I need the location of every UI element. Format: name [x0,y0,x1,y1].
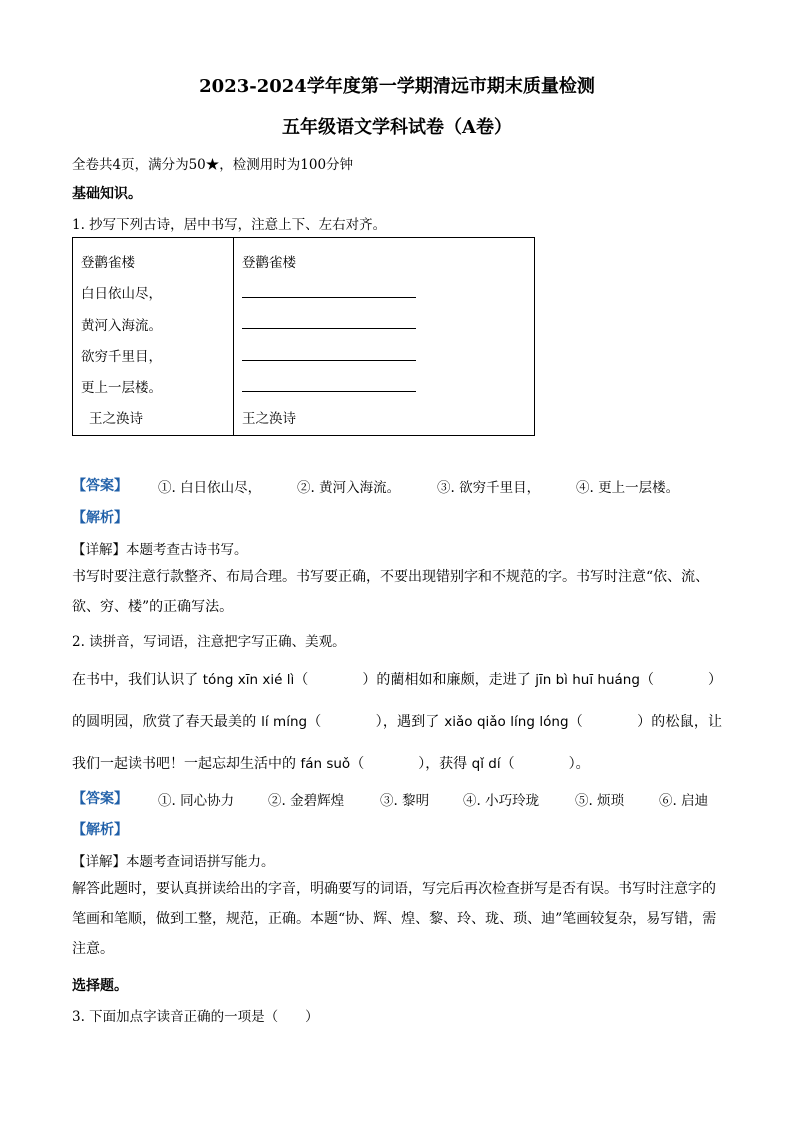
exam-subtitle: 五年级语文学科试卷（A卷） [282,117,512,138]
answer-tag-2: 【答案】 [72,791,128,807]
passage-text: ，遇到了 [382,714,440,730]
question-3-prompt: 3. 下面加点字读音正确的一项是（ ） [72,1009,319,1025]
answer-2-1: ①. 同心协力 [158,793,235,809]
question-2-passage: 在书中，我们认识了 tóng xīn xié lì（ ）的藺相如和廉颇，走进了 jīn bì huī huáng（ ）的圆明园，欣赏了春天最美的 lí míng（ ），遇到了 xiǎo qiǎo líng lóng（ ）的松鼠，让我们一起读书吧！一起忘却生活中的 fán suǒ（ ），获得 qǐ dí（ ）。 [72,672,723,772]
answer-1-3: ③. 欲穷千里目， [437,480,541,496]
pinyin-5: fán suǒ [300,756,351,772]
passage-text: ，获得 [425,756,468,772]
pinyin-1: tóng xīn xié lì [202,672,295,688]
passage-text: 。 [575,756,590,772]
poem-line-4: 更上一层楼。 [81,380,162,396]
section-heading-choice: 选择题。 [72,978,128,994]
poem-copy-cell [234,238,535,436]
detail-2: 【详解】本题考查词语拼写能力。 [72,854,275,870]
pinyin-2: jīn bì huī huáng [535,672,640,688]
answer-2-2: ②. 金碧辉煌 [268,793,345,809]
copy-line-1[interactable] [242,297,416,298]
answer-1-2: ②. 黄河入海流。 [297,480,401,496]
answer-2-3: ③. 黎明 [380,793,430,809]
pinyin-6: qǐ dí [471,756,501,772]
poem-title: 登鹳雀楼 [81,255,135,271]
poem-line-3: 欲穷千里目， [81,349,162,365]
answer-1-1: ①. 白日依山尽， [158,480,262,496]
detail-1: 【详解】本题考查古诗书写。 [72,542,248,558]
poem-author: 王之涣诗 [89,411,143,427]
exam-title: 2023-2024学年度第一学期清远市期末质量检测 [199,76,595,97]
question-1-prompt: 1. 抄写下列古诗，居中书写，注意上下、左右对齐。 [72,217,387,233]
passage-text: 的松鼠，让我们一起读书吧！一起忘却生活中的 [72,714,723,772]
passage-text: 在书中，我们认识了 [72,672,199,688]
passage-text: 的藺相如和廉颇，走进了 [376,672,531,688]
analysis-tag-2: 【解析】 [72,822,128,838]
answer-2-4: ④. 小巧玲珑 [463,793,540,809]
answer-2-6: ⑥. 启迪 [659,793,709,809]
passage-text: 的圆明园，欣赏了春天最美的 [72,714,257,730]
section-heading-basics: 基础知识。 [72,186,142,202]
pinyin-3: lí míng [261,714,308,730]
explanation-1: 书写时要注意行款整齐、布局合理。书写要正确，不要出现错别字和不规范的字。书写时注意“依、流、欲、穷、楼”的正确写法。 [72,569,710,615]
poem-copy-table [72,237,535,436]
poem-line-2: 黄河入海流。 [81,318,162,334]
poem-line-1: 白日依山尽， [81,286,162,302]
copy-line-3[interactable] [242,360,416,361]
answer-2-5: ⑤. 烦琐 [575,793,625,809]
copy-line-4[interactable] [242,391,416,392]
pinyin-4: xiǎo qiǎo líng lóng [444,714,569,730]
poem-copy-author: 王之涣诗 [242,411,296,427]
explanation-2: 解答此题时，要认真拼读给出的字音，明确要写的词语，写完后再次检查拼写是否有误。书写时注意字的笔画和笔顺，做到工整，规范，正确。本题“协、辉、煌、黎、玲、珑、琐、迪”笔画较复杂，易写错，需注意。 [72,881,717,957]
analysis-tag-1: 【解析】 [72,510,128,526]
exam-intro: 全卷共4页，满分为50★，检测用时为100分钟 [72,157,354,173]
answer-tag-1: 【答案】 [72,478,128,494]
poem-copy-title: 登鹳雀楼 [242,255,296,271]
copy-line-2[interactable] [242,328,416,329]
poem-original-cell [73,238,234,436]
answer-1-4: ④. 更上一层楼。 [576,480,680,496]
question-2-prompt: 2. 读拼音，写词语，注意把字写正确、美观。 [72,634,346,650]
